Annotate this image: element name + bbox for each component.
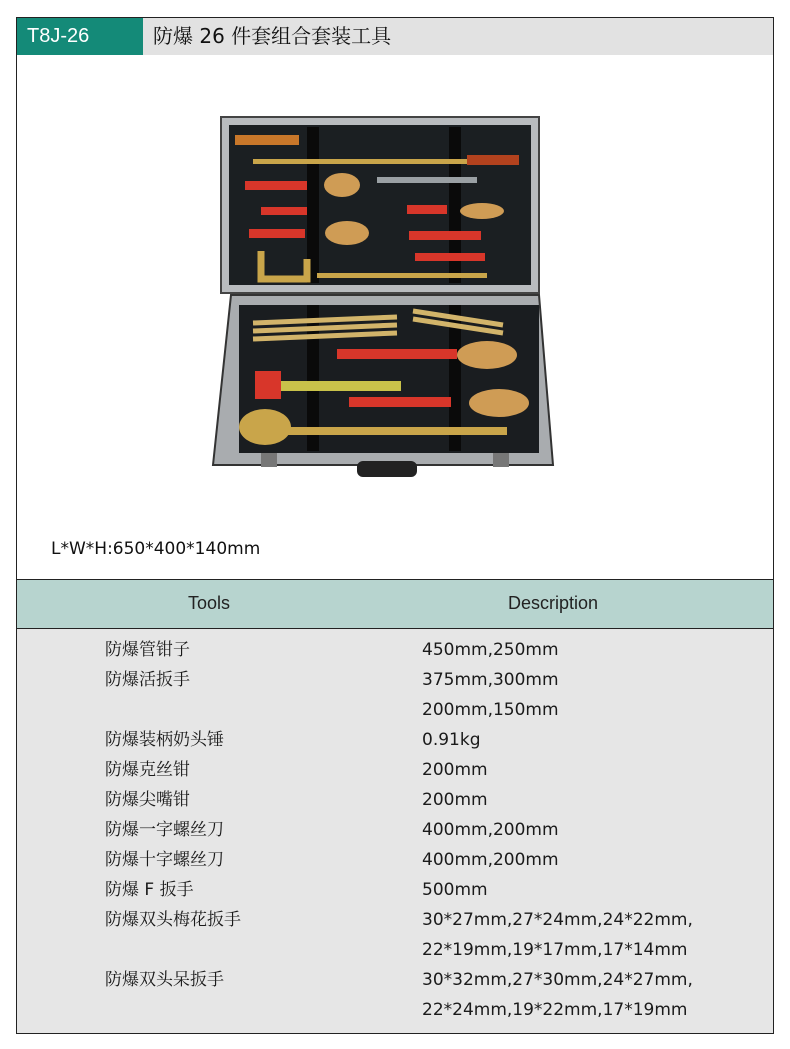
table-body bbox=[17, 629, 773, 1033]
column-header-description: Description bbox=[508, 593, 599, 613]
tool-description: 30*32mm,27*30mm,24*27mm, bbox=[422, 970, 693, 990]
product-photo-area bbox=[17, 55, 773, 580]
tool-name: 防爆双头呆扳手 bbox=[105, 970, 224, 990]
tool-name: 防爆一字螺丝刀 bbox=[105, 820, 224, 840]
column-header-tools: Tools bbox=[188, 593, 231, 613]
tool-description: 400mm,200mm bbox=[422, 850, 559, 870]
dimensions-label: L*W*H:650*400*140mm bbox=[51, 539, 261, 559]
header-bar bbox=[17, 18, 773, 56]
tool-description: 22*24mm,19*22mm,17*19mm bbox=[422, 1000, 688, 1020]
tool-name: 防爆 F 扳手 bbox=[105, 880, 194, 900]
tool-description: 0.91kg bbox=[422, 730, 481, 750]
tool-name: 防爆管钳子 bbox=[105, 640, 190, 660]
tool-description: 22*19mm,19*17mm,17*14mm bbox=[422, 940, 688, 960]
table-row bbox=[17, 845, 773, 875]
tool-name: 防爆十字螺丝刀 bbox=[105, 850, 224, 870]
product-code: T8J-26 bbox=[17, 18, 143, 55]
table-header bbox=[17, 580, 773, 629]
table-row bbox=[17, 995, 773, 1025]
tool-name: 防爆双头梅花扳手 bbox=[105, 910, 241, 930]
table-row bbox=[17, 755, 773, 785]
tool-name: 防爆活扳手 bbox=[105, 670, 190, 690]
tool-name: 防爆克丝钳 bbox=[105, 760, 190, 780]
table-row bbox=[17, 965, 773, 995]
tool-name: 防爆尖嘴钳 bbox=[105, 790, 190, 810]
table-row bbox=[17, 695, 773, 725]
tool-name: 防爆装柄奶头锤 bbox=[105, 730, 224, 750]
table-row bbox=[17, 875, 773, 905]
table-row bbox=[17, 935, 773, 965]
tool-description: 375mm,300mm bbox=[422, 670, 559, 690]
tool-description: 200mm bbox=[422, 760, 488, 780]
toolbox-image bbox=[17, 55, 773, 525]
tool-description: 500mm bbox=[422, 880, 488, 900]
table-row bbox=[17, 815, 773, 845]
product-title: 防爆 26 件套组合套装工具 bbox=[153, 24, 392, 48]
table-row bbox=[17, 665, 773, 695]
table-row bbox=[17, 905, 773, 935]
table-row bbox=[17, 635, 773, 665]
tool-description: 400mm,200mm bbox=[422, 820, 559, 840]
product-sheet bbox=[16, 17, 774, 1034]
tool-description: 200mm,150mm bbox=[422, 700, 559, 720]
table-row bbox=[17, 725, 773, 755]
tool-description: 30*27mm,27*24mm,24*22mm, bbox=[422, 910, 693, 930]
tool-description: 450mm,250mm bbox=[422, 640, 559, 660]
tool-description: 200mm bbox=[422, 790, 488, 810]
table-row bbox=[17, 785, 773, 815]
